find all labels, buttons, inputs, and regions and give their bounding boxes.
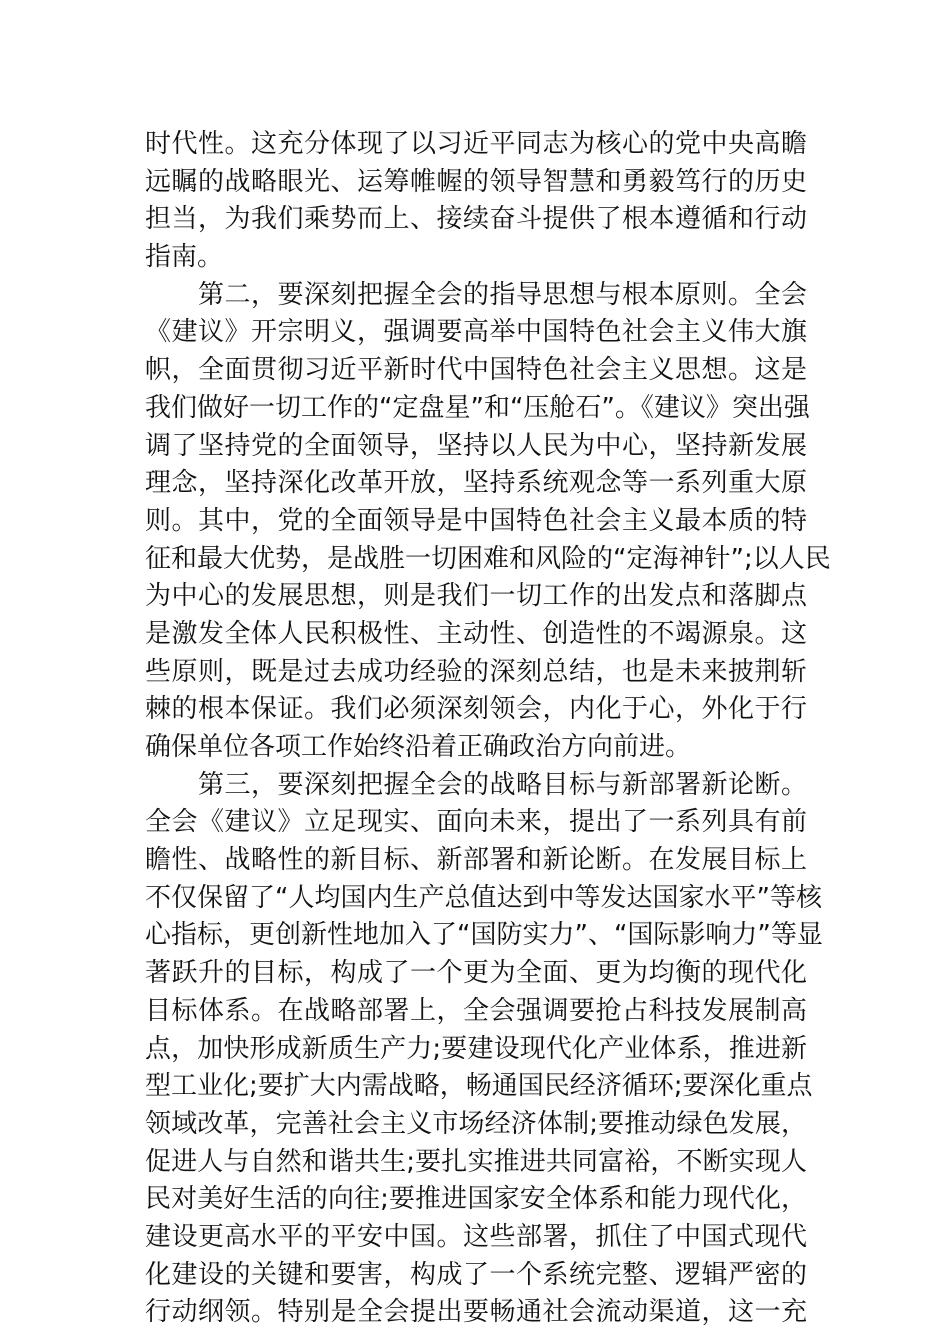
text-line: 点，加快形成新质生产力;要建设现代化产业体系，推进新 bbox=[145, 1033, 807, 1064]
text-line: 时代性。这充分体现了以习近平同志为核心的党中央高瞻 bbox=[145, 129, 807, 159]
text-line: 民对美好生活的向往;要推进国家安全体系和能力现代化， bbox=[145, 1184, 807, 1215]
text-line: 是激发全体人民积极性、主动性、创造性的不竭源泉。这 bbox=[145, 618, 807, 649]
text-line: 瞻性、战略性的新目标、新部署和新论断。在发展目标上 bbox=[145, 845, 807, 876]
text-line: 目标体系。在战略部署上，全会强调要抢占科技发展制高 bbox=[145, 995, 807, 1026]
paragraph bbox=[145, 767, 823, 1332]
text-line: 行动纲领。特别是全会提出要畅通社会流动渠道，这一充 bbox=[145, 1297, 807, 1328]
text-line: 《建议》开宗明义，强调要高举中国特色社会主义伟大旗 bbox=[145, 317, 807, 348]
text-line: 全会《建议》立足现实、面向未来，提出了一系列具有前 bbox=[145, 807, 807, 838]
text-line: 心指标，更创新性地加入了“国防实力”、“国际影响力”等显 bbox=[145, 920, 823, 951]
document-page bbox=[145, 126, 831, 1332]
text-line: 著跃升的目标，构成了一个更为全面、更为均衡的现代化 bbox=[145, 958, 807, 989]
text-line: 则。其中，党的全面领导是中国特色社会主义最本质的特 bbox=[145, 505, 807, 536]
text-line: 帜，全面贯彻习近平新时代中国特色社会主义思想。这是 bbox=[145, 355, 807, 386]
text-line: 征和最大优势，是战胜一切困难和风险的“定海神针”;以人民 bbox=[145, 543, 831, 574]
text-line: 指南。 bbox=[145, 242, 224, 273]
text-line: 不仅保留了“人均国内生产总值达到中等发达国家水平”等核 bbox=[145, 882, 822, 913]
paragraph bbox=[145, 126, 807, 277]
text-line: 领域改革，完善社会主义市场经济体制;要推动绿色发展， bbox=[145, 1108, 807, 1139]
text-line: 化建设的关键和要害，构成了一个系统完整、逻辑严密的 bbox=[145, 1259, 807, 1290]
text-line: 调了坚持党的全面领导，坚持以人民为中心，坚持新发展 bbox=[145, 430, 807, 461]
text-line: 确保单位各项工作始终沿着正确政治方向前进。 bbox=[145, 732, 692, 762]
text-line: 理念，坚持深化改革开放，坚持系统观念等一系列重大原 bbox=[145, 468, 807, 499]
text-line: 第三，要深刻把握全会的战略目标与新部署新论断。 bbox=[145, 769, 807, 800]
text-line: 些原则，既是过去成功经验的深刻总结，也是未来披荆斩 bbox=[145, 656, 807, 687]
text-line: 促进人与自然和谐共生;要扎实推进共同富裕，不断实现人 bbox=[145, 1146, 807, 1177]
text-line: 为中心的发展思想，则是我们一切工作的出发点和落脚点 bbox=[145, 581, 807, 612]
text-line: 我们做好一切工作的“定盘星”和“压舱石”。《建议》突出强 bbox=[145, 392, 810, 423]
text-line: 型工业化;要扩大内需战略，畅通国民经济循环;要深化重点 bbox=[145, 1071, 813, 1102]
paragraph bbox=[145, 277, 831, 767]
text-line: 第二，要深刻把握全会的指导思想与根本原则。全会 bbox=[145, 279, 807, 310]
text-line: 建设更高水平的平安中国。这些部署，抓住了中国式现代 bbox=[145, 1221, 807, 1252]
text-line: 棘的根本保证。我们必须深刻领会，内化于心，外化于行 bbox=[145, 694, 807, 725]
text-line: 远瞩的战略眼光、运筹帷幄的领导智慧和勇毅笃行的历史 bbox=[145, 166, 807, 197]
text-line: 担当，为我们乘势而上、接续奋斗提供了根本遵循和行动 bbox=[145, 204, 807, 235]
